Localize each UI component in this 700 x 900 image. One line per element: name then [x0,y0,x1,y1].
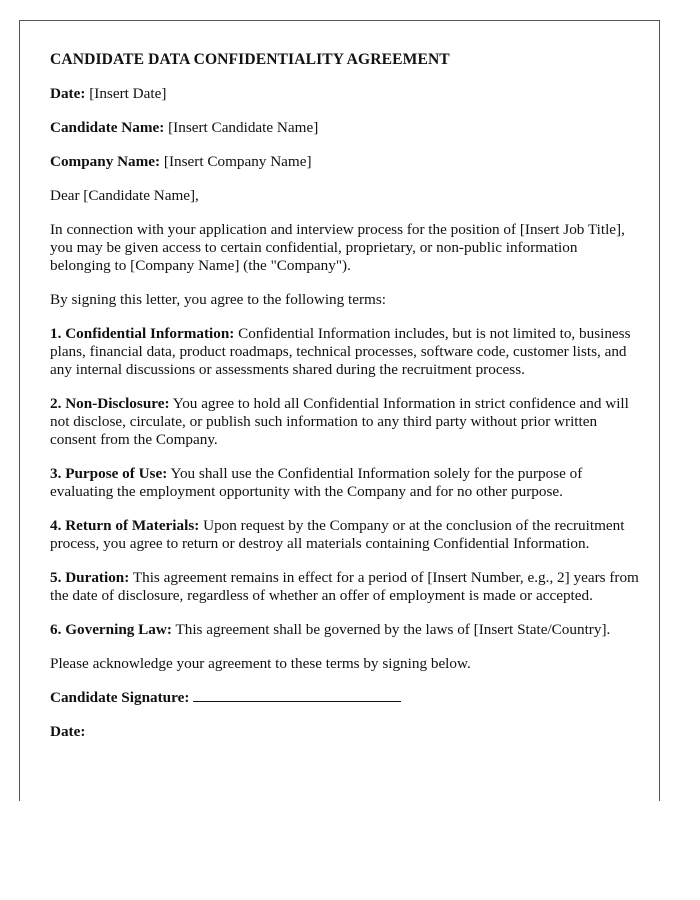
company-name-label: Company Name: [50,153,161,170]
candidate-name-label: Candidate Name: [50,119,165,136]
document-title: CANDIDATE DATA CONFIDENTIALITY AGREEMENT [50,51,450,68]
term-heading: 3. Purpose of Use: [50,465,168,482]
term-heading: 5. Duration: [50,569,130,586]
signature-field [50,689,640,707]
term-heading: 2. Non-Disclosure: [50,395,170,412]
term-item [50,395,640,449]
acknowledge-paragraph: Please acknowledge your agreement to these terms by signing below. [50,655,471,672]
date-value: [Insert Date] [89,85,167,102]
term-text: You shall use the Confidential Information solely for the purpose of evaluating the employment opportunity with the Company and for no other purpose. [50,465,583,500]
term-heading: 1. Confidential Information: [50,325,235,342]
date-label: Date: [50,85,86,102]
term-item [50,621,640,639]
salutation: Dear [Candidate Name], [50,187,199,204]
candidate-name-field [50,119,640,137]
term-item [50,465,640,501]
term-text: You agree to hold all Confidential Information in strict confidence and will not disclose, circulate, or publish such information to any third party without prior written consent from the Company. [50,395,629,448]
term-item [50,517,640,553]
candidate-name-value: [Insert Candidate Name] [168,119,319,136]
signature-date-label: Date: [50,723,86,740]
term-heading: 4. Return of Materials: [50,517,200,534]
document-content [50,51,640,757]
intro-paragraph: In connection with your application and interview process for the position of [Insert Job Title], you may be given access to certain confidential, proprietary, or non-public information belonging to [Company Name] (the "Company"). [50,221,625,274]
terms-lead: By signing this letter, you agree to the following terms: [50,291,386,308]
signature-label: Candidate Signature: [50,689,190,706]
term-text: This agreement remains in effect for a period of [Insert Number, e.g., 2] years from the date of disclosure, regardless of whether an offer of employment is made or accepted. [50,569,639,604]
term-heading: 6. Governing Law: [50,621,172,638]
signature-date-field [50,723,640,741]
term-item [50,569,640,605]
term-text: Upon request by the Company or at the conclusion of the recruitment process, you agree to return or destroy all materials containing Confidential Information. [50,517,625,552]
company-name-value: [Insert Company Name] [163,153,312,170]
term-text: Confidential Information includes, but is not limited to, business plans, financial data, product roadmaps, technical processes, software code, customer lists, and any internal discussions or assessments shared during the recruitment process. [50,325,631,378]
date-field [50,85,640,103]
document-page [19,20,660,801]
signature-line[interactable] [193,689,401,702]
term-item [50,325,640,379]
term-text: This agreement shall be governed by the laws of [Insert State/Country]. [175,621,611,638]
company-name-field [50,153,640,171]
